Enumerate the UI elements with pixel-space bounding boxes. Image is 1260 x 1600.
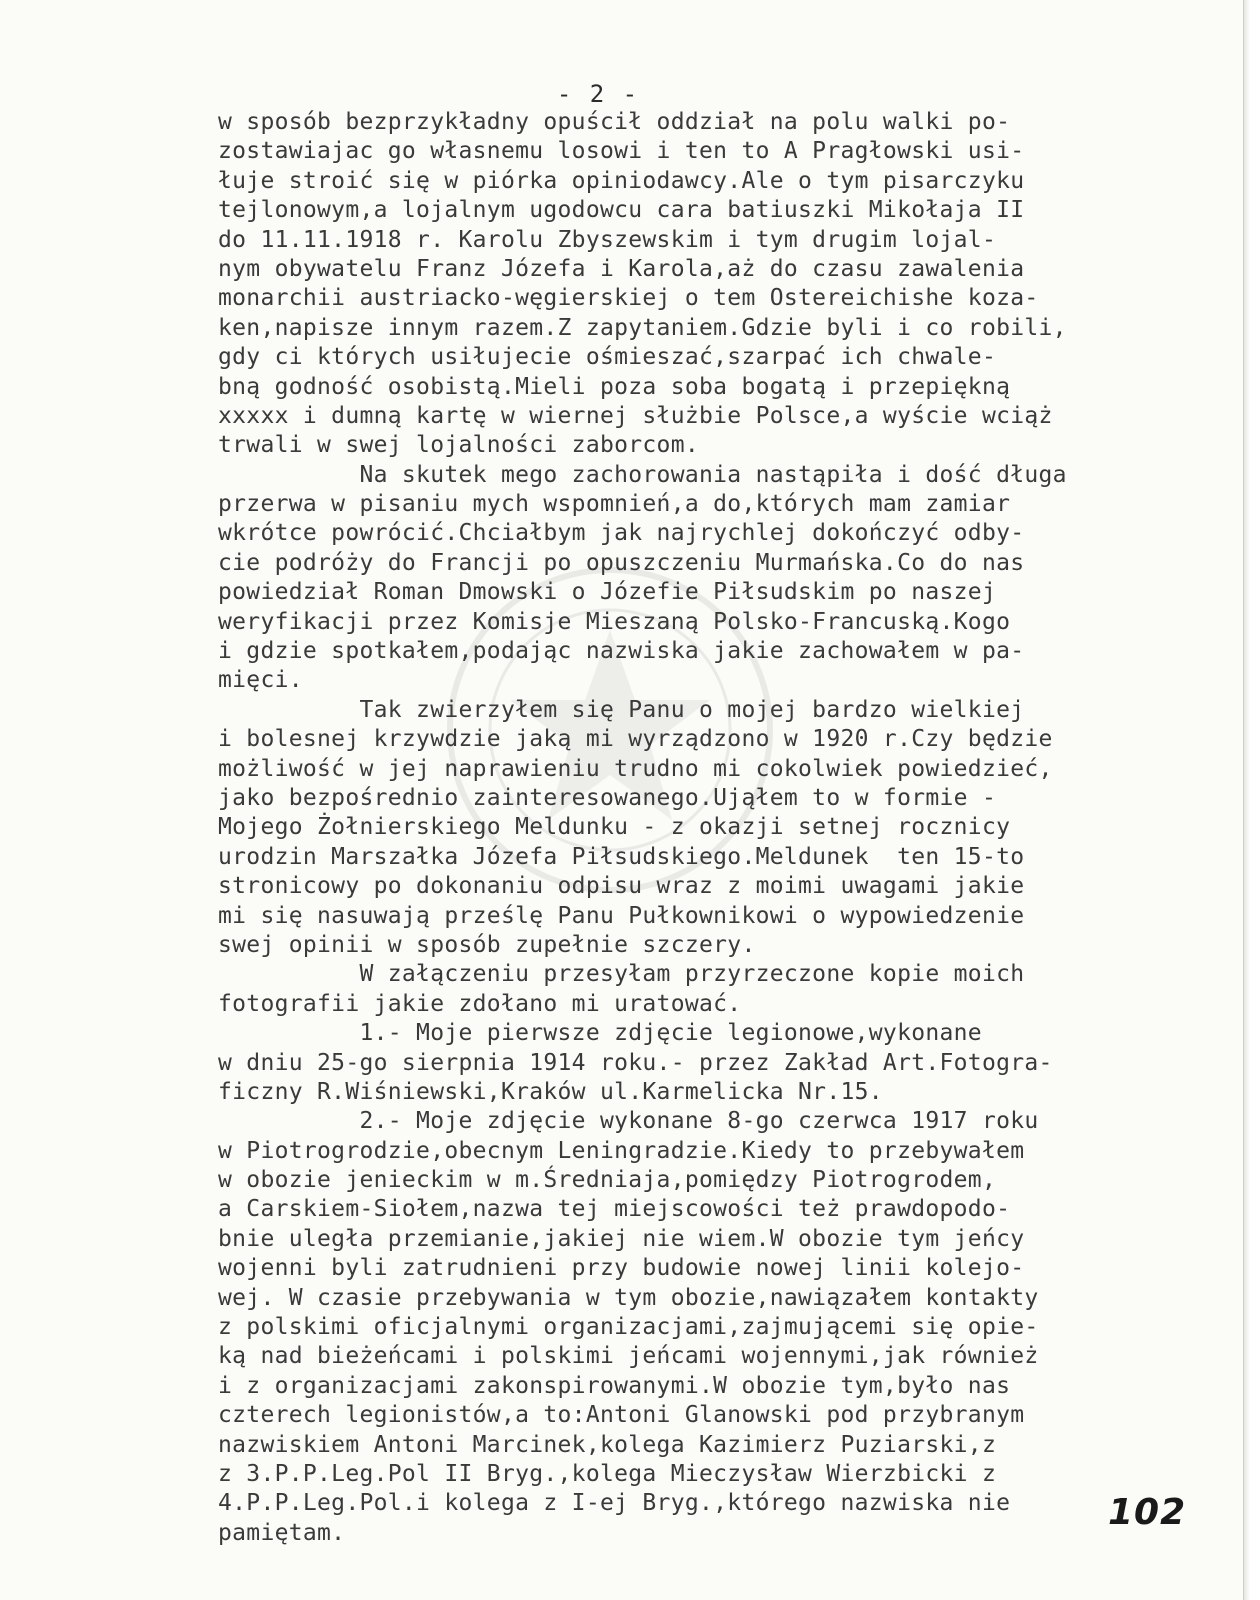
text-line: bną godność osobistą.Mieli poza soba bogatą i przepiękną bbox=[218, 373, 1011, 400]
text-line: Na skutek mego zachorowania nastąpiła i dość długa bbox=[218, 461, 1067, 488]
text-line: zostawiajac go własnemu losowi i ten to A Pragłowski usi- bbox=[218, 138, 1025, 165]
text-line: 1.- Moje pierwsze zdjęcie legionowe,wykonane bbox=[218, 1020, 982, 1047]
text-line: łuje stroić się w piórka opiniodawcy.Ale o tym pisarczyku bbox=[218, 167, 1025, 194]
text-line: i z organizacjami zakonspirowanymi.W obozie tym,było nas bbox=[218, 1372, 1011, 1399]
text-line: 4.P.P.Leg.Pol.i kolega z I-ej Bryg.,którego nazwiska nie bbox=[218, 1490, 1011, 1517]
page-number: - 2 - bbox=[556, 80, 640, 108]
text-line: wej. W czasie przebywania w tym obozie,nawiązałem kontakty bbox=[218, 1284, 1039, 1311]
text-line: z polskimi oficjalnymi organizacjami,zajmującemi się opie- bbox=[218, 1314, 1039, 1341]
text-line: swej opinii w sposób zupełnie szczery. bbox=[218, 931, 756, 958]
text-line: w sposób bezprzykładny opuścił oddział na polu walki po- bbox=[218, 109, 1011, 135]
text-line: urodzin Marszałka Józefa Piłsudskiego.Meldunek ten 15-to bbox=[218, 843, 1025, 870]
text-line: pamiętam. bbox=[218, 1519, 346, 1546]
text-line: w dniu 25-go sierpnia 1914 roku.- przez Zakład Art.Fotogra- bbox=[218, 1049, 1053, 1076]
text-line: ken,napisze innym razem.Z zapytaniem.Gdzie byli i co robili, bbox=[218, 314, 1067, 341]
text-line: Mojego Żołnierskiego Meldunku - z okazji setnej rocznicy bbox=[218, 814, 1011, 841]
text-line: monarchii austriacko-węgierskiej o tem Ostereichishe koza- bbox=[218, 285, 1039, 312]
text-line: trwali w swej lojalności zaborcom. bbox=[218, 432, 700, 459]
text-line: weryfikacji przez Komisje Mieszaną Polsko-Francuską.Kogo bbox=[218, 608, 1011, 635]
text-line: nazwiskiem Antoni Marcinek,kolega Kazimierz Puziarski,z bbox=[218, 1431, 997, 1458]
text-line: czterech legionistów,a to:Antoni Glanowski pod przybranym bbox=[218, 1402, 1025, 1429]
text-line: xxxxx i dumną kartę w wiernej służbie Polsce,a wyście wciąż bbox=[218, 402, 1053, 429]
text-line: a Carskiem-Siołem,nazwa tej miejscowości też prawdopodo- bbox=[218, 1196, 1011, 1223]
text-line: jako bezpośrednio zainteresowanego.Ująłem to w formie - bbox=[218, 784, 997, 811]
text-line: tejlonowym,a lojalnym ugodowcu cara batiuszki Mikołaja II bbox=[218, 197, 1025, 224]
text-line: 2.- Moje zdjęcie wykonane 8-go czerwca 1917 roku bbox=[218, 1108, 1039, 1135]
text-line: wkrótce powrócić.Chciałbym jak najrychlej dokończyć odby- bbox=[218, 520, 1025, 547]
text-line: i bolesnej krzywdzie jaką mi wyrządzono w 1920 r.Czy będzie bbox=[218, 726, 1053, 753]
text-line: W załączeniu przesyłam przyrzeczone kopie moich bbox=[218, 961, 1025, 988]
text-line: stronicowy po dokonaniu odpisu wraz z moimi uwagami jakie bbox=[218, 873, 1025, 900]
text-line: bnie uległa przemianie,jakiej nie wiem.W obozie tym jeńcy bbox=[218, 1225, 1025, 1252]
text-line: Tak zwierzyłem się Panu o mojej bardzo wielkiej bbox=[218, 696, 1025, 723]
page-edge bbox=[1243, 0, 1260, 1600]
text-line: powiedział Roman Dmowski o Józefie Piłsudskim po naszej bbox=[218, 579, 997, 606]
text-line: przerwa w pisaniu mych wspomnień,a do,których mam zamiar bbox=[218, 491, 1011, 518]
text-line: możliwość w jej naprawieniu trudno mi cokolwiek powiedzieć, bbox=[218, 755, 1053, 782]
text-line: i gdzie spotkałem,podając nazwiska jakie zachowałem w pa- bbox=[218, 638, 1025, 665]
text-line: gdy ci których usiłujecie ośmieszać,szarpać ich chwale- bbox=[218, 344, 997, 371]
text-line: ficzny R.Wiśniewski,Kraków ul.Karmelicka Nr.15. bbox=[218, 1078, 883, 1105]
handwritten-page-number: 102 bbox=[1108, 1492, 1187, 1533]
text-line: wojenni byli zatrudnieni przy budowie nowej linii kolejo- bbox=[218, 1255, 1025, 1282]
text-line: fotografii jakie zdołano mi uratować. bbox=[218, 990, 742, 1017]
text-line: mi się nasuwają prześlę Panu Pułkownikowi o wypowiedzenie bbox=[218, 902, 1025, 929]
text-line: ką nad bieżeńcami i polskimi jeńcami wojennymi,jak również bbox=[218, 1343, 1039, 1370]
text-line: z 3.P.P.Leg.Pol II Bryg.,kolega Mieczysław Wierzbicki z bbox=[218, 1460, 997, 1487]
text-line: nym obywatelu Franz Józefa i Karola,aż do czasu zawalenia bbox=[218, 255, 1025, 282]
text-line: do 11.11.1918 r. Karolu Zbyszewskim i tym drugim lojal- bbox=[218, 226, 997, 253]
typed-letter-body bbox=[218, 108, 1198, 1548]
text-line: w Piotrogrodzie,obecnym Leningradzie.Kiedy to przebywałem bbox=[218, 1137, 1025, 1164]
text-line: mięci. bbox=[218, 667, 303, 694]
text-line: w obozie jenieckim w m.Średniaja,pomiędzy Piotrogrodem, bbox=[218, 1167, 997, 1194]
text-line: cie podróży do Francji po opuszczeniu Murmańska.Co do nas bbox=[218, 549, 1025, 576]
